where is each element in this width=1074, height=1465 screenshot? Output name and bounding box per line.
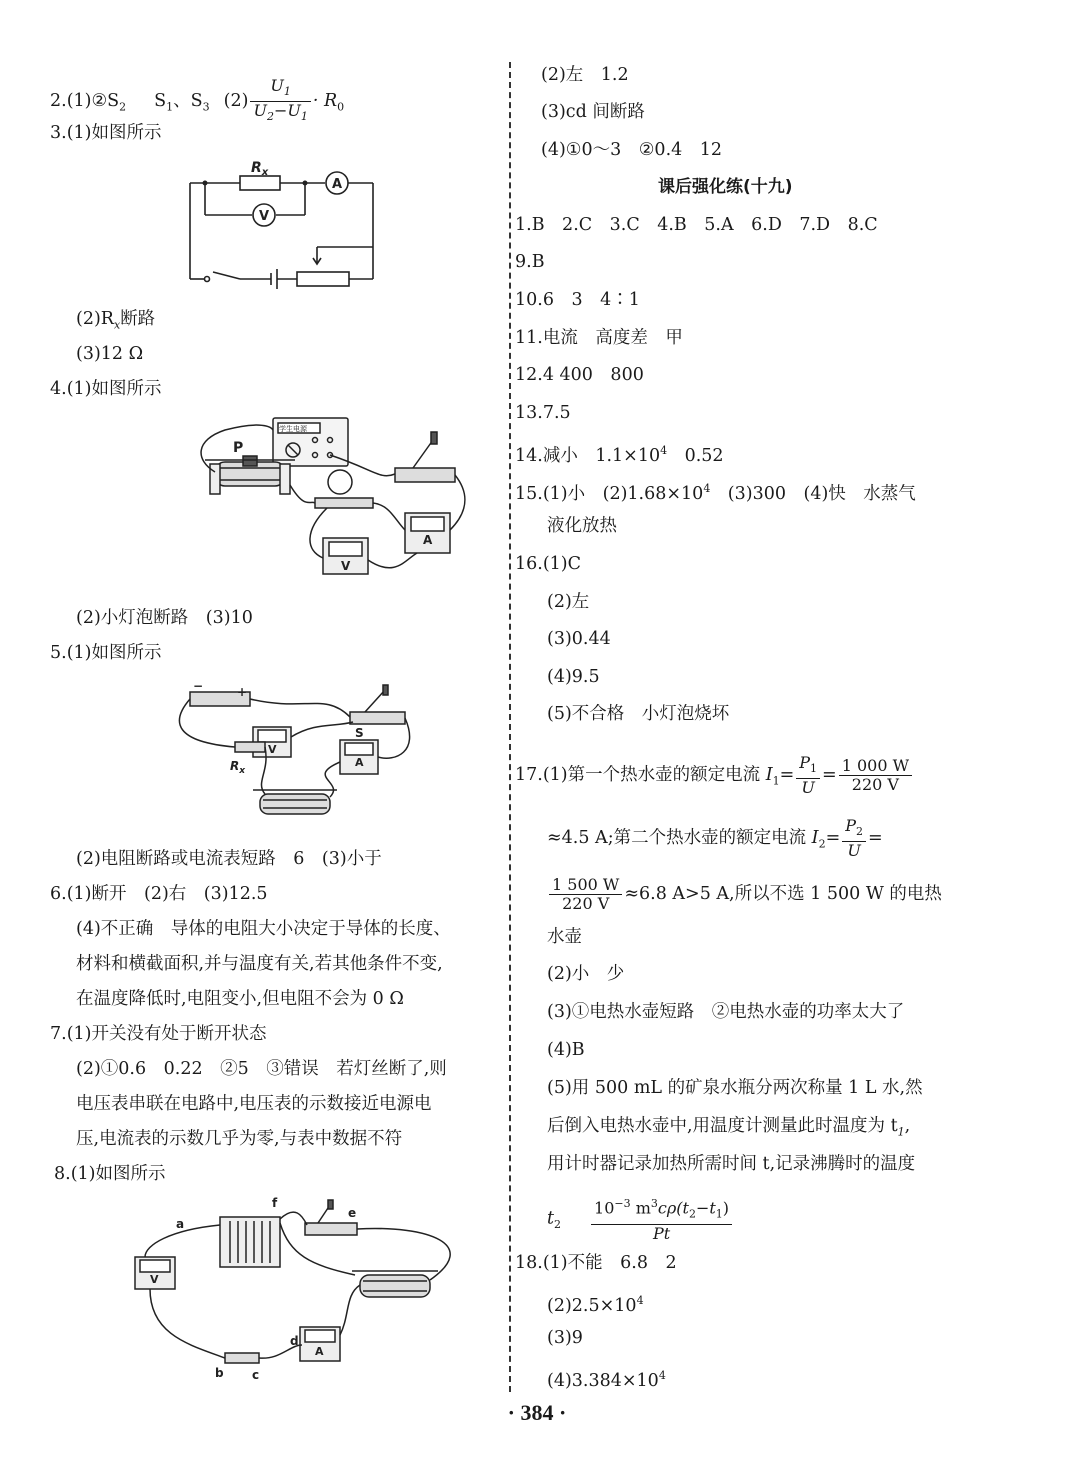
column-divider xyxy=(509,62,511,1392)
answer-q4: 4.(1)如图所示 xyxy=(50,379,162,399)
answer-q6-4a: (4)不正确 导体的电阻大小决定于导体的长度、 xyxy=(76,919,451,939)
resistor-rx xyxy=(235,742,265,752)
resistor xyxy=(225,1353,259,1363)
rheostat-symbol xyxy=(297,272,349,286)
answer-s13: 13.7.5 xyxy=(515,403,571,423)
answer-q6: 6.(1)断开 (2)右 (3)12.5 xyxy=(50,884,268,904)
resistor-rx xyxy=(240,176,280,190)
fraction-p2-u: $\frac{P_2}{U}$ xyxy=(842,817,866,860)
svg-text:b: b xyxy=(215,1366,224,1380)
answer-s14: 14.减小 $1.1\times 10^4$ 0.52 xyxy=(515,444,724,466)
answer-s18-1: 18.(1)不能 6.8 2 xyxy=(515,1253,677,1273)
answer-q6-4c: 在温度降低时,电阻变小,但电阻不会为 0 Ω xyxy=(76,989,404,1009)
answer-s15: 15.(1)小 $(2)1.68\times 10^4$ (3)300 (4)快 水蒸气 xyxy=(515,482,916,504)
rheostat xyxy=(360,1275,430,1297)
answer-s11: 11.电流 高度差 甲 xyxy=(515,328,683,348)
answer-s16-4: (4)9.5 xyxy=(547,667,600,687)
svg-text:Rx: $R_x$ xyxy=(230,759,246,776)
svg-text:学生电源: 学生电源 xyxy=(279,425,307,433)
svg-text:A: A xyxy=(315,1345,324,1358)
answer-s16-1: 16.(1)C xyxy=(515,554,582,574)
svg-text:c: c xyxy=(252,1368,260,1382)
light-bulb xyxy=(328,470,352,494)
answer-r-4: (4)①0～3 ②0.4 12 xyxy=(541,140,723,160)
answer-s17-7: (4)B xyxy=(547,1040,585,1060)
answer-s12: 12.4 400 800 xyxy=(515,365,644,385)
svg-text:V: V xyxy=(150,1273,159,1286)
svg-text:S: S xyxy=(355,726,364,740)
q8-circuit-illustration xyxy=(130,1195,490,1390)
svg-text:A: A xyxy=(423,533,433,547)
answer-q3-3: (3)12 Ω xyxy=(76,344,144,364)
answer-s10: 10.6 3 4∶1 xyxy=(515,290,640,310)
answer-s16-5: (5)不合格 小灯泡烧坏 xyxy=(547,704,730,724)
svg-text:A: A xyxy=(355,756,364,769)
svg-text:V: V xyxy=(341,559,351,573)
battery xyxy=(220,1217,280,1267)
answer-q3: 3.(1)如图所示 xyxy=(50,123,162,143)
answer-q7-2c: 压,电流表的示数几乎为零,与表中数据不符 xyxy=(76,1129,403,1149)
svg-text:+: + xyxy=(237,685,248,699)
svg-text:Rx: $R_x$ xyxy=(251,160,269,178)
answer-s17-11: $t_2$ $\frac{10^{-3} m^3c\rho(t_2-t_1)}{Pt}$ xyxy=(547,1195,734,1243)
svg-text:f: f xyxy=(272,1196,278,1210)
answer-s17-3: $\frac{1 500 W}{220 V}$ ≈6.8 A>5 A,所以不选 1 500 W 的电热 xyxy=(547,876,942,913)
answer-q5: 5.(1)如图所示 xyxy=(50,643,162,663)
answer-s17-2: ≈4.5 A;第二个热水壶的额定电流 $I_2=$ $\frac{P_2}{U}$ = xyxy=(547,816,883,861)
answer-s17-1: 17.(1)第一个热水壶的额定电流 $I_1=$ $\frac{P_1}{U}$ = $\frac{1 000 W}{220 V}$ xyxy=(515,754,914,797)
answer-s17-4: 水壶 xyxy=(547,927,582,947)
answer-s18-3: (3)9 xyxy=(547,1328,583,1348)
svg-text:e: e xyxy=(348,1206,357,1220)
svg-text:a: a xyxy=(176,1217,185,1231)
fraction-temperature-formula: $\frac{10^{-3} m^3c\rho(t_2-t_1)}{Pt}$ xyxy=(591,1195,732,1243)
answer-s17-5: (2)小 少 xyxy=(547,964,625,984)
q3-circuit-diagram xyxy=(185,152,385,297)
answer-r-2: (2)左 1.2 xyxy=(541,65,629,85)
answer-s18-2: $(2)2.5\times 10^4$ xyxy=(547,1294,644,1316)
svg-text:V: V xyxy=(259,209,270,224)
svg-text:−: − xyxy=(193,682,204,693)
answer-q7-2b: 电压表串联在电路中,电压表的示数接近电源电 xyxy=(76,1094,432,1114)
switch xyxy=(395,468,455,482)
answer-q2: $2.(1)②S_2$ $S_1$、$S_3$ (2) $\frac{U_1}{U_2-U_1}$ · $R_0$ xyxy=(50,77,344,126)
answer-q4-2: (2)小灯泡断路 (3)10 xyxy=(76,608,253,628)
answer-s18-4: $(4)3.384\times 10^4$ xyxy=(547,1369,666,1391)
answer-s16-2: (2)左 xyxy=(547,592,590,612)
switch xyxy=(350,712,405,724)
page-number: · 384 · xyxy=(507,1400,567,1425)
answer-s16-3: (3)0.44 xyxy=(547,629,611,649)
answer-s17-6: (3)①电热水壶短路 ②电热水壶的功率太大了 xyxy=(547,1002,905,1022)
svg-text:d: d xyxy=(290,1334,299,1348)
fraction-1000-220: $\frac{1 000 W}{220 V}$ xyxy=(839,757,912,794)
answer-q7-2a: (2)①0.6 0.22 ②5 ③错误 若灯丝断了,则 xyxy=(76,1059,447,1079)
answer-q5-2: (2)电阻断路或电流表短路 6 (3)小于 xyxy=(76,849,382,869)
answer-s17-10: 用计时器记录加热所需时间 t,记录沸腾时的温度 xyxy=(547,1154,916,1174)
q2-fraction: $\frac{U_1}{U_2-U_1}$ xyxy=(250,77,310,126)
rheostat xyxy=(260,794,330,814)
answer-q8: 8.(1)如图所示 xyxy=(54,1164,166,1184)
svg-text:V: V xyxy=(268,743,277,756)
answer-s1-8: 1.B 2.C 3.C 4.B 5.A 6.D 7.D 8.C xyxy=(515,215,878,235)
q4-circuit-illustration xyxy=(155,410,475,585)
answer-s9: 9.B xyxy=(515,252,545,272)
svg-text:A: A xyxy=(332,177,343,192)
answer-s17-8: (5)用 500 mL 的矿泉水瓶分两次称量 1 L 水,然 xyxy=(547,1078,923,1098)
answer-q3-2: $(2)R_x$断路 xyxy=(76,309,156,332)
answer-s15-cont: 液化放热 xyxy=(547,516,617,536)
section-title: 课后强化练(十九) xyxy=(658,177,793,197)
q5-circuit-illustration xyxy=(175,682,415,832)
answer-q7: 7.(1)开关没有处于断开状态 xyxy=(50,1024,267,1044)
answer-r-3: (3)cd 间断路 xyxy=(541,102,645,122)
fraction-1500-220: $\frac{1 500 W}{220 V}$ xyxy=(549,876,622,913)
fraction-p1-u: $\frac{P_1}{U}$ xyxy=(796,754,820,797)
switch xyxy=(305,1223,357,1235)
answer-q6-4b: 材料和横截面积,并与温度有关,若其他条件不变, xyxy=(76,954,443,974)
svg-text:P: P xyxy=(233,440,244,456)
answer-s17-9: 后倒入电热水壶中,用温度计测量此时温度为 $t_1$, xyxy=(547,1116,911,1139)
